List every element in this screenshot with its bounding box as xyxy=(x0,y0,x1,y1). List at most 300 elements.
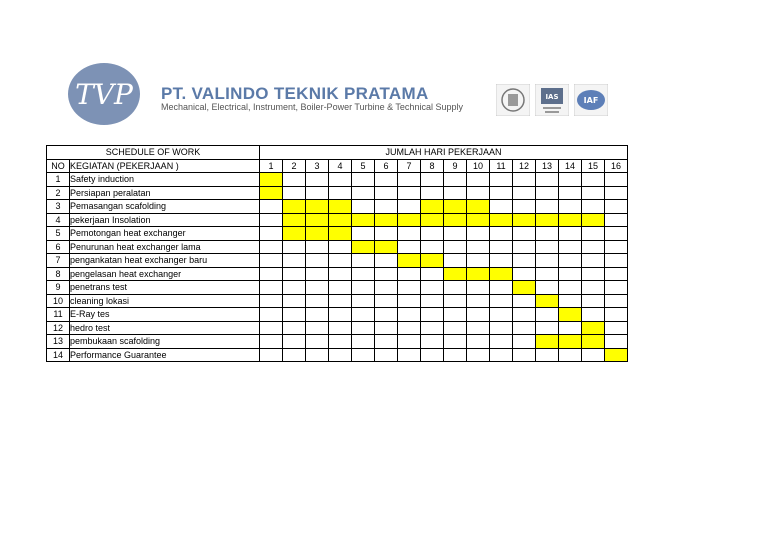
activity-header: KEGIATAN (PEKERJAAN ) xyxy=(70,159,260,173)
gantt-cell xyxy=(329,240,352,254)
gantt-active-cell xyxy=(444,213,467,227)
gantt-cell xyxy=(283,308,306,322)
company-name: PT. VALINDO TEKNIK PRATAMA xyxy=(161,84,429,103)
row-number: 7 xyxy=(47,254,70,268)
gantt-cell xyxy=(513,348,536,362)
gantt-cell xyxy=(260,267,283,281)
gantt-cell xyxy=(398,281,421,295)
no-header: NO xyxy=(47,159,70,173)
gantt-active-cell xyxy=(467,213,490,227)
gantt-cell xyxy=(306,267,329,281)
gantt-cell xyxy=(605,227,628,241)
table-row xyxy=(47,348,628,362)
gantt-active-cell xyxy=(559,335,582,349)
day-header-13: 13 xyxy=(536,159,559,173)
gantt-cell xyxy=(398,348,421,362)
gantt-cell xyxy=(283,281,306,295)
row-number: 6 xyxy=(47,240,70,254)
row-number: 13 xyxy=(47,335,70,349)
gantt-cell xyxy=(444,254,467,268)
gantt-cell xyxy=(490,335,513,349)
gantt-cell xyxy=(513,335,536,349)
day-header-11: 11 xyxy=(490,159,513,173)
gantt-cell xyxy=(306,173,329,187)
gantt-cell xyxy=(467,294,490,308)
gantt-cell xyxy=(536,267,559,281)
gantt-cell xyxy=(444,321,467,335)
activity-name: Pemotongan heat exchanger xyxy=(70,227,260,241)
gantt-active-cell xyxy=(329,227,352,241)
gantt-cell xyxy=(444,173,467,187)
gantt-cell xyxy=(352,321,375,335)
day-header-15: 15 xyxy=(582,159,605,173)
logo-text: TVP xyxy=(75,78,133,111)
gantt-cell xyxy=(490,294,513,308)
gantt-cell xyxy=(329,173,352,187)
gantt-cell xyxy=(490,186,513,200)
gantt-cell xyxy=(536,348,559,362)
gantt-cell xyxy=(559,240,582,254)
table-row xyxy=(47,227,628,241)
gantt-cell xyxy=(260,294,283,308)
gantt-cell xyxy=(306,308,329,322)
gantt-cell xyxy=(421,348,444,362)
gantt-cell xyxy=(421,294,444,308)
activity-name: Performance Guarantee xyxy=(70,348,260,362)
gantt-cell xyxy=(536,321,559,335)
gantt-cell xyxy=(536,186,559,200)
gantt-cell xyxy=(513,254,536,268)
certification-logos xyxy=(496,84,608,116)
table-row xyxy=(47,213,628,227)
gantt-cell xyxy=(605,267,628,281)
gantt-active-cell xyxy=(306,213,329,227)
gantt-cell xyxy=(352,254,375,268)
table-row xyxy=(47,321,628,335)
gantt-active-cell xyxy=(605,348,628,362)
gantt-cell xyxy=(421,186,444,200)
column-header-row xyxy=(47,159,628,173)
day-header-3: 3 xyxy=(306,159,329,173)
activity-name: E-Ray tes xyxy=(70,308,260,322)
gantt-cell xyxy=(352,173,375,187)
gantt-active-cell xyxy=(283,213,306,227)
gantt-active-cell xyxy=(329,213,352,227)
gantt-cell xyxy=(375,348,398,362)
gantt-cell xyxy=(605,321,628,335)
gantt-cell xyxy=(490,348,513,362)
company-logo xyxy=(66,62,142,126)
gantt-cell xyxy=(444,335,467,349)
ias-badge-icon xyxy=(535,84,569,116)
gantt-cell xyxy=(536,227,559,241)
gantt-cell xyxy=(329,308,352,322)
gantt-cell xyxy=(490,227,513,241)
table-row xyxy=(47,186,628,200)
gantt-cell xyxy=(329,348,352,362)
row-number: 12 xyxy=(47,321,70,335)
gantt-cell xyxy=(375,200,398,214)
gantt-cell xyxy=(283,335,306,349)
gantt-active-cell xyxy=(260,186,283,200)
gantt-active-cell xyxy=(536,335,559,349)
gantt-active-cell xyxy=(490,213,513,227)
row-number: 3 xyxy=(47,200,70,214)
row-number: 5 xyxy=(47,227,70,241)
gantt-active-cell xyxy=(421,254,444,268)
gantt-cell xyxy=(582,254,605,268)
gantt-cell xyxy=(306,335,329,349)
gantt-cell xyxy=(467,186,490,200)
activity-name: pekerjaan Insolation xyxy=(70,213,260,227)
gantt-cell xyxy=(306,240,329,254)
days-header: JUMLAH HARI PEKERJAAN xyxy=(260,146,628,160)
gantt-cell xyxy=(260,281,283,295)
gantt-active-cell xyxy=(467,200,490,214)
gantt-cell xyxy=(260,321,283,335)
gantt-active-cell xyxy=(582,213,605,227)
gantt-active-cell xyxy=(513,281,536,295)
gantt-cell xyxy=(283,240,306,254)
gantt-cell xyxy=(582,267,605,281)
gantt-cell xyxy=(421,173,444,187)
gantt-cell xyxy=(306,348,329,362)
table-row xyxy=(47,240,628,254)
gantt-active-cell xyxy=(306,227,329,241)
activity-name: cleaning lokasi xyxy=(70,294,260,308)
gantt-cell xyxy=(490,200,513,214)
gantt-cell xyxy=(467,173,490,187)
gantt-cell xyxy=(306,321,329,335)
gantt-cell xyxy=(375,335,398,349)
gantt-cell xyxy=(444,281,467,295)
gantt-cell xyxy=(559,294,582,308)
company-tagline: Mechanical, Electrical, Instrument, Boiler-Power Turbine & Technical Supply xyxy=(161,102,463,112)
table-row xyxy=(47,335,628,349)
gantt-cell xyxy=(421,227,444,241)
gantt-cell xyxy=(605,254,628,268)
table-row xyxy=(47,308,628,322)
gantt-active-cell xyxy=(283,227,306,241)
gantt-active-cell xyxy=(306,200,329,214)
gantt-cell xyxy=(260,335,283,349)
gantt-cell xyxy=(605,213,628,227)
gantt-cell xyxy=(421,335,444,349)
gantt-cell xyxy=(398,321,421,335)
gantt-cell xyxy=(605,186,628,200)
gantt-active-cell xyxy=(559,308,582,322)
gantt-cell xyxy=(559,173,582,187)
gantt-cell xyxy=(467,281,490,295)
activity-name: penetrans test xyxy=(70,281,260,295)
gantt-cell xyxy=(260,240,283,254)
table-row xyxy=(47,254,628,268)
activity-name: hedro test xyxy=(70,321,260,335)
gantt-cell xyxy=(375,321,398,335)
gantt-cell xyxy=(283,254,306,268)
gantt-cell xyxy=(513,294,536,308)
row-number: 4 xyxy=(47,213,70,227)
activity-name: Safety induction xyxy=(70,173,260,187)
gantt-cell xyxy=(605,173,628,187)
gantt-cell xyxy=(444,348,467,362)
gantt-active-cell xyxy=(582,335,605,349)
gantt-active-cell xyxy=(375,213,398,227)
gantt-active-cell xyxy=(375,240,398,254)
gantt-cell xyxy=(490,173,513,187)
gantt-cell xyxy=(306,294,329,308)
gantt-cell xyxy=(329,186,352,200)
activity-name: pengelasan heat exchanger xyxy=(70,267,260,281)
gantt-cell xyxy=(559,227,582,241)
gantt-cell xyxy=(260,227,283,241)
gantt-cell xyxy=(306,254,329,268)
gantt-cell xyxy=(421,281,444,295)
gantt-cell xyxy=(421,267,444,281)
gantt-cell xyxy=(283,173,306,187)
gantt-active-cell xyxy=(513,213,536,227)
gantt-cell xyxy=(398,308,421,322)
certification-seal-icon xyxy=(496,84,530,116)
gantt-cell xyxy=(582,348,605,362)
day-header-9: 9 xyxy=(444,159,467,173)
day-header-4: 4 xyxy=(329,159,352,173)
gantt-cell xyxy=(605,281,628,295)
row-number: 1 xyxy=(47,173,70,187)
activity-name: Persiapan peralatan xyxy=(70,186,260,200)
gantt-cell xyxy=(582,294,605,308)
gantt-cell xyxy=(582,281,605,295)
gantt-cell xyxy=(467,240,490,254)
gantt-active-cell xyxy=(559,213,582,227)
row-number: 11 xyxy=(47,308,70,322)
schedule-title-row xyxy=(47,146,628,160)
activity-name: Pemasangan scafolding xyxy=(70,200,260,214)
gantt-cell xyxy=(283,321,306,335)
gantt-cell xyxy=(582,308,605,322)
gantt-active-cell xyxy=(536,294,559,308)
gantt-cell xyxy=(605,200,628,214)
gantt-cell xyxy=(513,173,536,187)
table-row xyxy=(47,294,628,308)
gantt-cell xyxy=(283,348,306,362)
gantt-cell xyxy=(513,227,536,241)
gantt-cell xyxy=(559,186,582,200)
gantt-cell xyxy=(260,348,283,362)
day-header-8: 8 xyxy=(421,159,444,173)
gantt-cell xyxy=(375,267,398,281)
gantt-cell xyxy=(467,254,490,268)
gantt-cell xyxy=(536,281,559,295)
day-header-1: 1 xyxy=(260,159,283,173)
gantt-cell xyxy=(375,308,398,322)
gantt-active-cell xyxy=(352,213,375,227)
table-row xyxy=(47,267,628,281)
gantt-cell xyxy=(375,294,398,308)
gantt-cell xyxy=(605,335,628,349)
gantt-cell xyxy=(444,186,467,200)
gantt-cell xyxy=(283,267,306,281)
row-number: 14 xyxy=(47,348,70,362)
gantt-cell xyxy=(605,294,628,308)
table-row xyxy=(47,173,628,187)
gantt-cell xyxy=(260,308,283,322)
gantt-cell xyxy=(398,227,421,241)
gantt-cell xyxy=(283,186,306,200)
gantt-cell xyxy=(490,321,513,335)
gantt-cell xyxy=(559,348,582,362)
gantt-cell xyxy=(605,308,628,322)
gantt-active-cell xyxy=(398,213,421,227)
gantt-cell xyxy=(352,348,375,362)
gantt-cell xyxy=(260,200,283,214)
gantt-cell xyxy=(352,227,375,241)
gantt-cell xyxy=(582,240,605,254)
gantt-cell xyxy=(398,173,421,187)
letterhead xyxy=(66,62,626,128)
gantt-cell xyxy=(352,308,375,322)
gantt-cell xyxy=(513,200,536,214)
gantt-cell xyxy=(490,254,513,268)
gantt-cell xyxy=(352,267,375,281)
gantt-cell xyxy=(375,281,398,295)
day-header-6: 6 xyxy=(375,159,398,173)
gantt-active-cell xyxy=(421,200,444,214)
gantt-active-cell xyxy=(444,267,467,281)
gantt-cell xyxy=(260,213,283,227)
gantt-cell xyxy=(467,308,490,322)
activity-name: Penurunan heat exchanger lama xyxy=(70,240,260,254)
row-number: 9 xyxy=(47,281,70,295)
gantt-cell xyxy=(306,281,329,295)
gantt-cell xyxy=(582,186,605,200)
gantt-cell xyxy=(329,321,352,335)
gantt-cell xyxy=(467,335,490,349)
table-row xyxy=(47,200,628,214)
gantt-cell xyxy=(260,254,283,268)
gantt-cell xyxy=(536,254,559,268)
gantt-cell xyxy=(398,186,421,200)
activity-name: pengankatan heat exchanger baru xyxy=(70,254,260,268)
schedule-table xyxy=(46,145,628,362)
iaf-label: IAF xyxy=(583,96,599,105)
day-header-7: 7 xyxy=(398,159,421,173)
gantt-cell xyxy=(513,321,536,335)
day-header-12: 12 xyxy=(513,159,536,173)
gantt-cell xyxy=(513,186,536,200)
gantt-active-cell xyxy=(283,200,306,214)
gantt-cell xyxy=(582,173,605,187)
gantt-active-cell xyxy=(444,200,467,214)
gantt-cell xyxy=(559,281,582,295)
gantt-cell xyxy=(329,281,352,295)
gantt-cell xyxy=(444,308,467,322)
gantt-cell xyxy=(398,267,421,281)
gantt-cell xyxy=(329,254,352,268)
gantt-active-cell xyxy=(260,173,283,187)
gantt-active-cell xyxy=(421,213,444,227)
activity-name: pembukaan scafolding xyxy=(70,335,260,349)
gantt-cell xyxy=(444,240,467,254)
gantt-cell xyxy=(605,240,628,254)
iaf-badge-icon xyxy=(574,84,608,116)
gantt-cell xyxy=(398,294,421,308)
gantt-cell xyxy=(559,321,582,335)
row-number: 2 xyxy=(47,186,70,200)
gantt-cell xyxy=(421,308,444,322)
gantt-cell xyxy=(421,321,444,335)
ias-label: IAS xyxy=(545,93,559,101)
gantt-cell xyxy=(375,186,398,200)
gantt-cell xyxy=(490,308,513,322)
gantt-cell xyxy=(559,200,582,214)
gantt-cell xyxy=(467,227,490,241)
day-header-5: 5 xyxy=(352,159,375,173)
gantt-cell xyxy=(352,186,375,200)
gantt-cell xyxy=(283,294,306,308)
gantt-cell xyxy=(513,267,536,281)
gantt-cell xyxy=(352,335,375,349)
gantt-cell xyxy=(398,200,421,214)
gantt-cell xyxy=(467,321,490,335)
gantt-cell xyxy=(582,227,605,241)
gantt-active-cell xyxy=(398,254,421,268)
day-header-16: 16 xyxy=(605,159,628,173)
gantt-cell xyxy=(306,186,329,200)
gantt-cell xyxy=(490,281,513,295)
gantt-active-cell xyxy=(582,321,605,335)
gantt-cell xyxy=(513,308,536,322)
gantt-active-cell xyxy=(329,200,352,214)
gantt-cell xyxy=(421,240,444,254)
gantt-active-cell xyxy=(536,213,559,227)
gantt-cell xyxy=(352,294,375,308)
gantt-cell xyxy=(490,240,513,254)
day-header-10: 10 xyxy=(467,159,490,173)
gantt-cell xyxy=(352,281,375,295)
gantt-cell xyxy=(536,173,559,187)
day-header-14: 14 xyxy=(559,159,582,173)
gantt-cell xyxy=(559,267,582,281)
gantt-cell xyxy=(467,348,490,362)
gantt-cell xyxy=(329,267,352,281)
gantt-cell xyxy=(444,227,467,241)
schedule-title: SCHEDULE OF WORK xyxy=(47,146,260,160)
gantt-cell xyxy=(352,200,375,214)
gantt-cell xyxy=(536,200,559,214)
gantt-cell xyxy=(559,254,582,268)
gantt-cell xyxy=(536,240,559,254)
gantt-cell xyxy=(375,173,398,187)
row-number: 8 xyxy=(47,267,70,281)
gantt-cell xyxy=(398,335,421,349)
gantt-cell xyxy=(536,308,559,322)
gantt-cell xyxy=(375,227,398,241)
gantt-active-cell xyxy=(490,267,513,281)
row-number: 10 xyxy=(47,294,70,308)
gantt-cell xyxy=(329,335,352,349)
gantt-active-cell xyxy=(467,267,490,281)
gantt-cell xyxy=(444,294,467,308)
gantt-cell xyxy=(513,240,536,254)
gantt-active-cell xyxy=(352,240,375,254)
day-header-2: 2 xyxy=(283,159,306,173)
table-row xyxy=(47,281,628,295)
gantt-cell xyxy=(398,240,421,254)
gantt-cell xyxy=(582,200,605,214)
gantt-cell xyxy=(329,294,352,308)
gantt-cell xyxy=(375,254,398,268)
